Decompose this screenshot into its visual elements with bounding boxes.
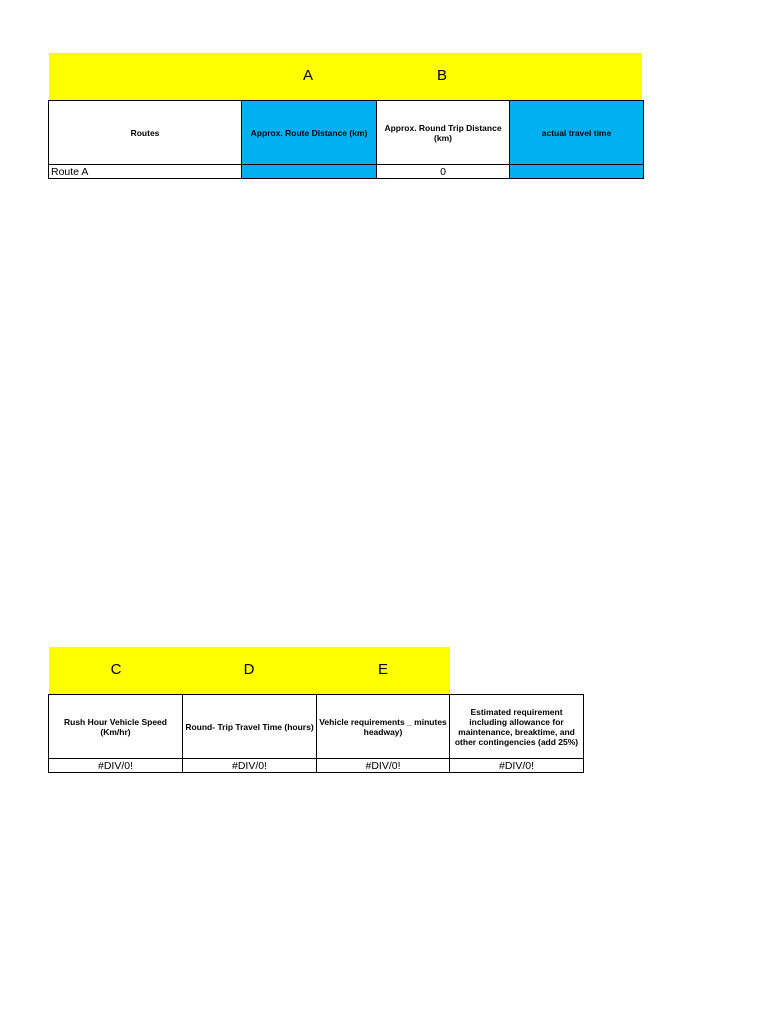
cell-actual-travel-time[interactable] — [510, 165, 644, 179]
header-label: actual travel time — [541, 127, 612, 138]
header-cell-actual-travel-time[interactable] — [510, 101, 644, 165]
cell-route-name[interactable]: Route A — [49, 165, 242, 179]
header-cell-vehicle-requirements[interactable] — [317, 695, 450, 759]
bottom-yellow-band — [49, 647, 450, 694]
cell-route-distance[interactable] — [242, 165, 377, 179]
cell-estimated-requirement[interactable]: #DIV/0! — [450, 759, 584, 773]
band-letter-d: D — [243, 661, 255, 678]
header-label: Approx. Route Distance (km) — [250, 127, 368, 138]
header-label: Estimated requirement including allowance for maintenance, breaktime, and other contingencies (add 25%) — [454, 706, 579, 747]
cell-round-trip-time[interactable]: #DIV/0! — [183, 759, 317, 773]
band-letter-b: B — [436, 67, 447, 84]
table-row — [49, 165, 644, 179]
header-cell-routes[interactable] — [49, 101, 242, 165]
band-letter-c: C — [110, 661, 122, 678]
header-label: Vehicle requirements _ minutes headway) — [319, 716, 447, 737]
header-label: Rush Hour Vehicle Speed (Km/hr) — [64, 716, 167, 737]
header-label: Approx. Round Trip Distance (km) — [384, 122, 502, 143]
cell-round-trip-distance[interactable]: 0 — [377, 165, 510, 179]
cell-vehicle-requirements[interactable]: #DIV/0! — [317, 759, 450, 773]
top-header-row — [49, 101, 644, 165]
header-label: Routes — [130, 127, 160, 138]
bottom-header-row — [49, 695, 584, 759]
band-letter-e: E — [377, 661, 388, 678]
band-letter-a: A — [302, 67, 313, 84]
header-cell-rush-hour-speed[interactable] — [49, 695, 183, 759]
top-yellow-band — [49, 53, 642, 100]
top-table — [48, 100, 644, 179]
bottom-table — [48, 694, 584, 773]
header-cell-round-trip-time[interactable] — [183, 695, 317, 759]
header-cell-route-distance[interactable] — [242, 101, 377, 165]
header-label: Round- Trip Travel Time (hours) — [185, 721, 314, 732]
cell-rush-hour-speed[interactable]: #DIV/0! — [49, 759, 183, 773]
header-cell-round-trip-distance[interactable] — [377, 101, 510, 165]
table-row — [49, 759, 584, 773]
header-cell-estimated-requirement[interactable] — [450, 695, 584, 759]
